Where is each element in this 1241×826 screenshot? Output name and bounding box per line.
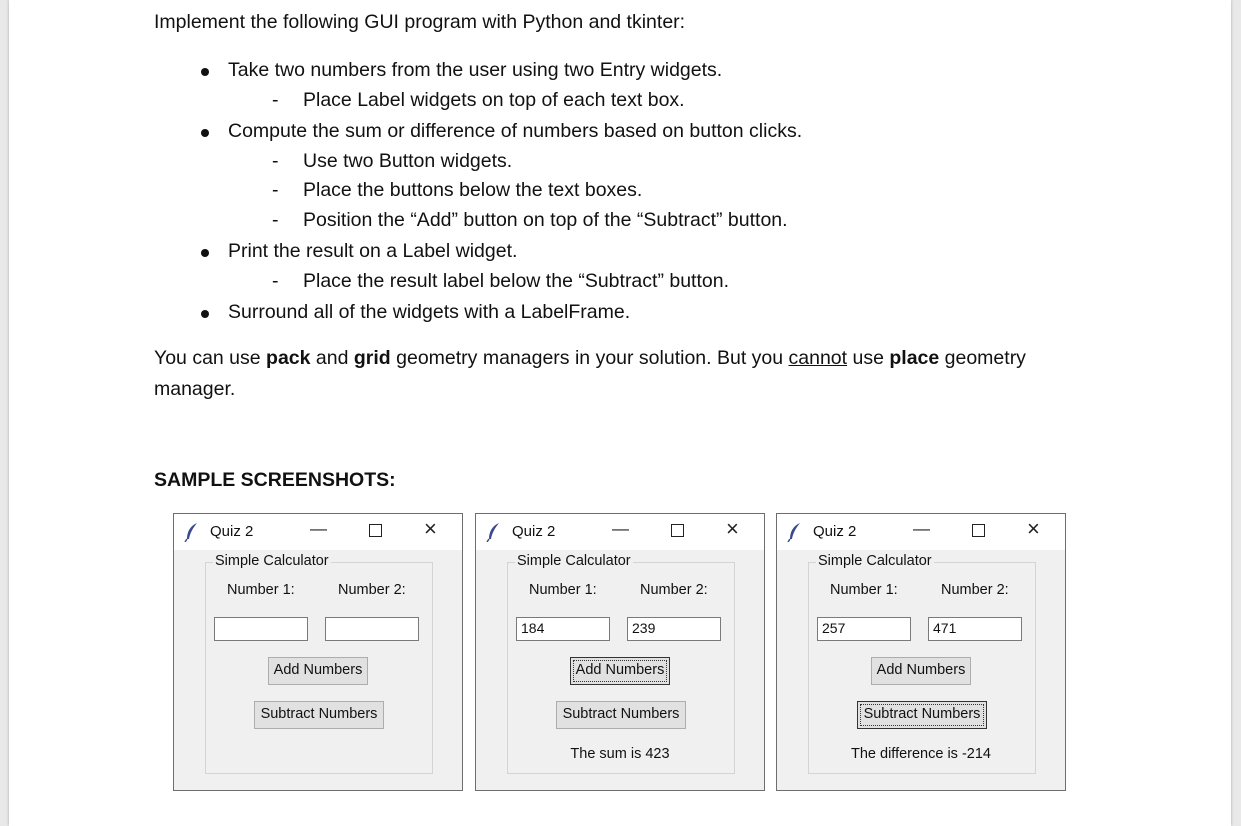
number1-label: Number 1: bbox=[830, 582, 898, 598]
maximize-icon[interactable] bbox=[671, 524, 684, 537]
frame-label: Simple Calculator bbox=[818, 553, 932, 569]
frame-label: Simple Calculator bbox=[517, 553, 631, 569]
sub-item: Place the buttons below the text boxes. bbox=[303, 179, 643, 201]
sub-item: Position the “Add” button on top of the “Subtract” button. bbox=[303, 209, 788, 231]
minimize-icon[interactable]: — bbox=[612, 519, 629, 538]
close-icon[interactable]: × bbox=[1027, 516, 1040, 541]
number1-entry[interactable]: 184 bbox=[516, 617, 610, 641]
minimize-icon[interactable]: — bbox=[913, 519, 930, 538]
add-numbers-button[interactable]: Add Numbers bbox=[570, 657, 670, 685]
sub-item: Place the result label below the “Subtract” button. bbox=[303, 270, 729, 292]
result-label: The sum is 423 bbox=[570, 746, 670, 762]
add-numbers-button[interactable]: Add Numbers bbox=[268, 657, 368, 685]
sample-window-3 bbox=[776, 513, 1066, 791]
feather-icon bbox=[486, 522, 502, 542]
bullet-dot-icon bbox=[201, 310, 209, 318]
bullet-item: Print the result on a Label widget. bbox=[228, 240, 518, 262]
feather-icon bbox=[184, 522, 200, 542]
number1-entry[interactable]: 257 bbox=[817, 617, 911, 641]
dash-marker: - bbox=[272, 179, 279, 201]
number2-label: Number 2: bbox=[640, 582, 708, 598]
number2-entry[interactable] bbox=[325, 617, 419, 641]
subtract-numbers-button[interactable]: Subtract Numbers bbox=[254, 701, 384, 729]
title-bar[interactable] bbox=[777, 514, 1065, 550]
number1-label: Number 1: bbox=[529, 582, 597, 598]
window-title: Quiz 2 bbox=[512, 523, 556, 540]
bullet-item: Surround all of the widgets with a LabelFrame. bbox=[228, 301, 631, 323]
bullet-item: Compute the sum or difference of numbers based on button clicks. bbox=[228, 120, 803, 142]
sample-window-2 bbox=[475, 513, 765, 791]
add-numbers-button[interactable]: Add Numbers bbox=[871, 657, 971, 685]
close-icon[interactable]: × bbox=[424, 516, 437, 541]
title-bar[interactable] bbox=[476, 514, 764, 550]
bullet-item: Take two numbers from the user using two Entry widgets. bbox=[228, 59, 723, 81]
bullet-dot-icon bbox=[201, 249, 209, 257]
maximize-icon[interactable] bbox=[369, 524, 382, 537]
bullet-dot-icon bbox=[201, 68, 209, 76]
dash-marker: - bbox=[272, 89, 279, 111]
number2-entry[interactable]: 239 bbox=[627, 617, 721, 641]
number2-label: Number 2: bbox=[338, 582, 406, 598]
intro-text: Implement the following GUI program with Python and tkinter: bbox=[154, 11, 686, 33]
bullet-dot-icon bbox=[201, 129, 209, 137]
feather-icon bbox=[787, 522, 803, 542]
sub-item: Use two Button widgets. bbox=[303, 150, 513, 172]
sub-item: Place Label widgets on top of each text box. bbox=[303, 89, 685, 111]
close-icon[interactable]: × bbox=[726, 516, 739, 541]
number2-label: Number 2: bbox=[941, 582, 1009, 598]
window-title: Quiz 2 bbox=[210, 523, 254, 540]
number1-entry[interactable] bbox=[214, 617, 308, 641]
minimize-icon[interactable]: — bbox=[310, 519, 327, 538]
document-page bbox=[9, 0, 1231, 826]
note-paragraph: You can use pack and grid geometry managers in your solution. But you cannot use place geometry bbox=[154, 347, 1026, 369]
subtract-numbers-button[interactable]: Subtract Numbers bbox=[857, 701, 987, 729]
subtract-numbers-button[interactable]: Subtract Numbers bbox=[556, 701, 686, 729]
frame-label: Simple Calculator bbox=[215, 553, 329, 569]
dash-marker: - bbox=[272, 270, 279, 292]
title-bar[interactable] bbox=[174, 514, 462, 550]
maximize-icon[interactable] bbox=[972, 524, 985, 537]
result-label: The difference is -214 bbox=[851, 746, 991, 762]
number1-label: Number 1: bbox=[227, 582, 295, 598]
sample-window-1 bbox=[173, 513, 463, 791]
dash-marker: - bbox=[272, 150, 279, 172]
window-title: Quiz 2 bbox=[813, 523, 857, 540]
note-paragraph-line2: manager. bbox=[154, 378, 236, 400]
number2-entry[interactable]: 471 bbox=[928, 617, 1022, 641]
samples-heading: SAMPLE SCREENSHOTS: bbox=[154, 469, 396, 491]
dash-marker: - bbox=[272, 209, 279, 231]
